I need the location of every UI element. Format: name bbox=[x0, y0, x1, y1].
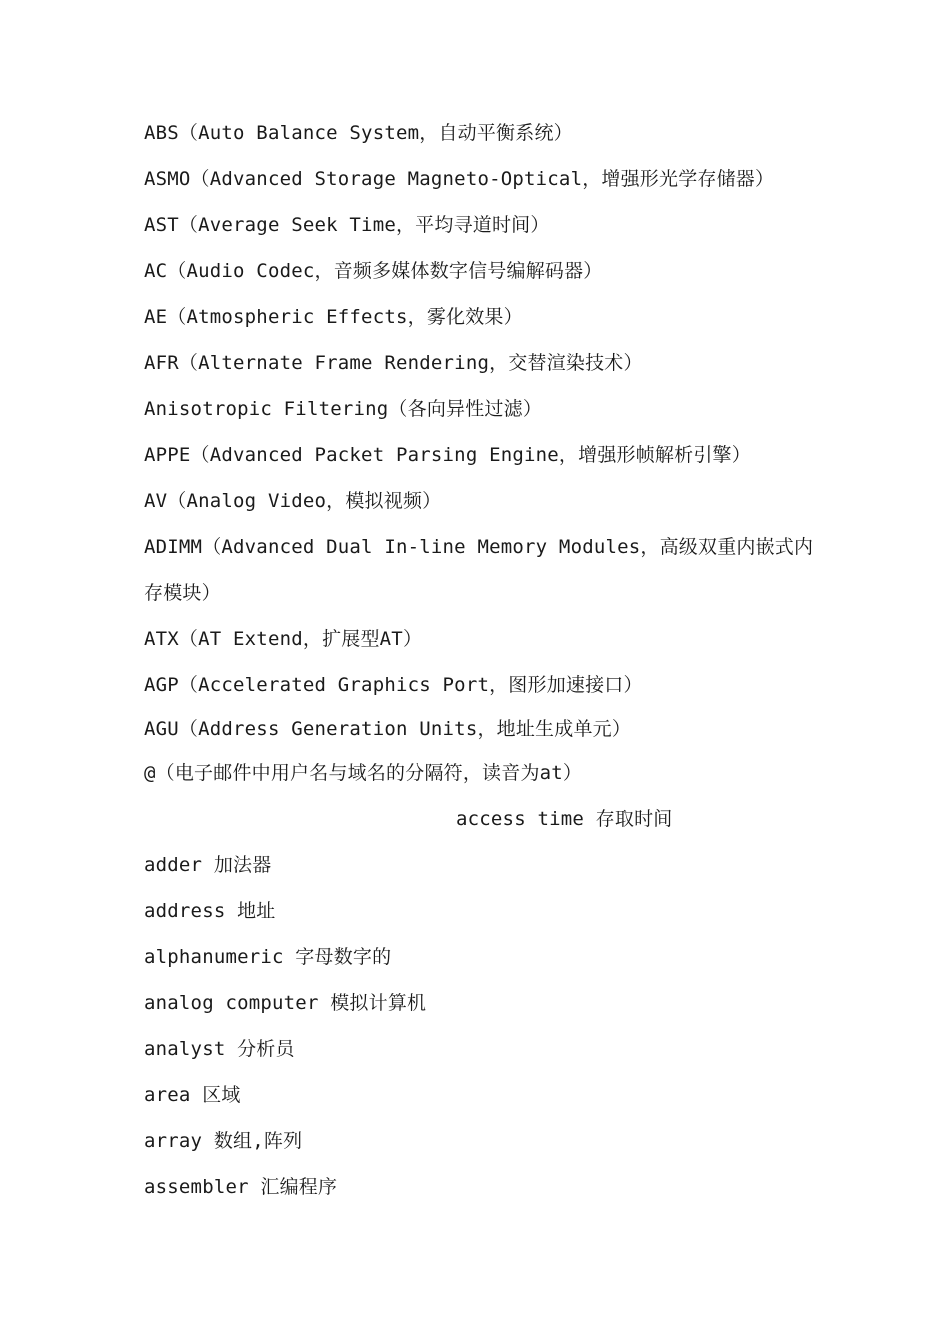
acronym-line: ATX（AT Extend，扩展型AT） bbox=[144, 628, 423, 650]
acronym-line: AE（Atmospheric Effects，雾化效果） bbox=[144, 306, 523, 328]
glossary-line: alphanumeric 字母数字的 bbox=[144, 946, 392, 968]
glossary-line: area 区域 bbox=[144, 1084, 241, 1106]
acronym-line: ABS（Auto Balance System，自动平衡系统） bbox=[144, 122, 573, 144]
acronym-line: @（电子邮件中用户名与域名的分隔符，读音为at） bbox=[144, 762, 583, 784]
acronym-line: AC（Audio Codec，音频多媒体数字信号编解码器） bbox=[144, 260, 603, 282]
glossary-line: address 地址 bbox=[144, 900, 276, 922]
glossary-line: analyst 分析员 bbox=[144, 1038, 295, 1060]
acronym-line: AST（Average Seek Time，平均寻道时间） bbox=[144, 214, 550, 236]
glossary-line: adder 加法器 bbox=[144, 854, 272, 876]
acronym-line: Anisotropic Filtering（各向异性过滤） bbox=[144, 398, 543, 420]
acronym-line: APPE（Advanced Packet Parsing Engine，增强形帧解析引擎） bbox=[144, 444, 751, 466]
acronym-line: AGP（Accelerated Graphics Port，图形加速接口） bbox=[144, 674, 643, 696]
acronym-line: AV（Analog Video，模拟视频） bbox=[144, 490, 442, 512]
acronym-line: ADIMM（Advanced Dual In-line Memory Modules，高级双重内嵌式内存模块） bbox=[144, 536, 814, 604]
glossary-line: assembler 汇编程序 bbox=[144, 1176, 338, 1198]
acronym-line: AGU（Address Generation Units，地址生成单元） bbox=[144, 718, 632, 740]
acronym-line: AFR（Alternate Frame Rendering，交替渲染技术） bbox=[144, 352, 643, 374]
glossary-line: analog computer 模拟计算机 bbox=[144, 992, 427, 1014]
glossary-line: array 数组,阵列 bbox=[144, 1130, 303, 1152]
centered-term: access time 存取时间 bbox=[456, 808, 673, 830]
document-body bbox=[144, 110, 824, 1210]
acronym-line: ASMO（Advanced Storage Magneto-Optical，增强形光学存储器） bbox=[144, 168, 775, 190]
